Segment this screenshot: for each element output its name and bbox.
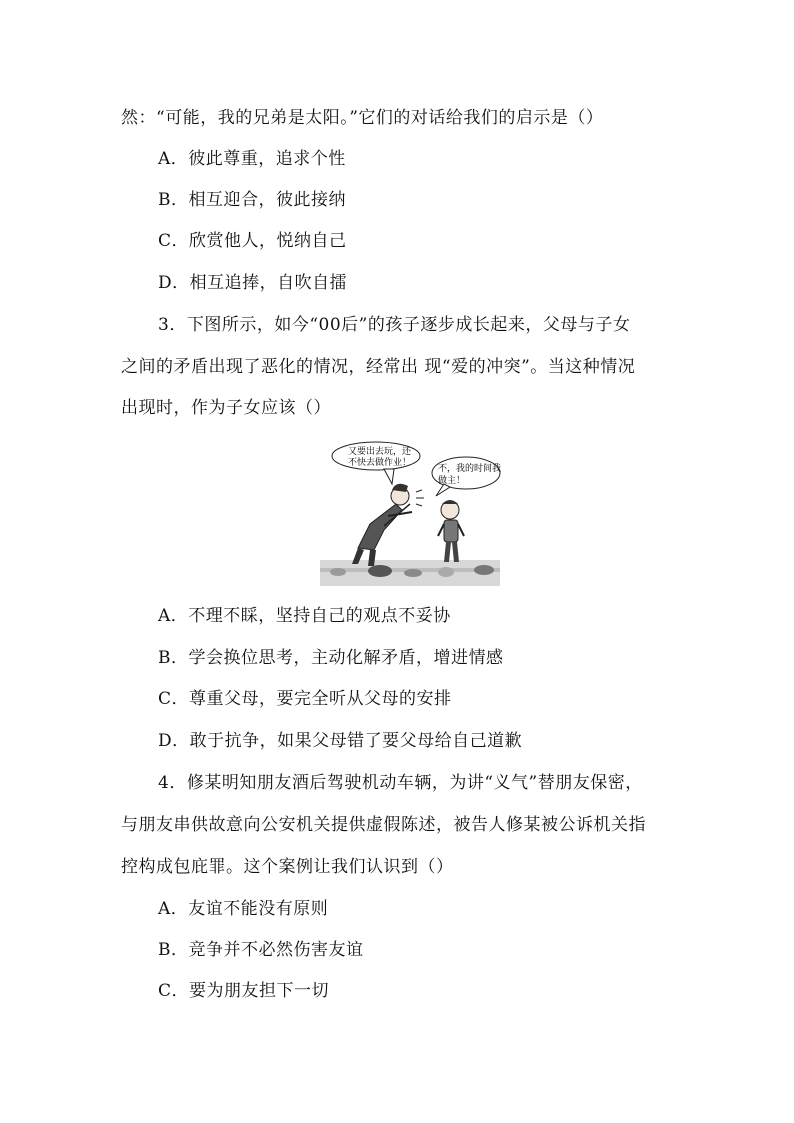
mother-figure bbox=[352, 484, 412, 566]
q4-option-b: B．竞争并不必然伤害友谊 bbox=[158, 940, 364, 960]
question-4-stem-line-1: 4．修某明知朋友酒后驾驶机动车辆，为讲“义气”替朋友保密， bbox=[158, 773, 643, 793]
q3-option-c: C．尊重父母，要完全听从父母的安排 bbox=[158, 689, 452, 709]
question-2-stem-end: 然：“可能，我的兄弟是太阳。”它们的对话给我们的启示是（） bbox=[121, 108, 604, 128]
q2-option-b: B．相互迎合，彼此接纳 bbox=[158, 190, 346, 210]
child-figure bbox=[438, 500, 464, 562]
q2-option-a: A．彼此尊重，追求个性 bbox=[158, 149, 346, 169]
bubble-right-line-2: 做主！ bbox=[438, 476, 466, 486]
bubble-right-line-1: 不，我的时间我 bbox=[438, 464, 502, 474]
q2-option-d: D．相互追捧，自吹自擂 bbox=[158, 273, 348, 293]
question-4-stem-line-2: 与朋友串供故意向公安机关提供虚假陈述，被告人修某被公诉机关指 bbox=[121, 815, 646, 835]
q4-option-c: C．要为朋友担下一切 bbox=[158, 981, 330, 1001]
q3-option-d: D．敢于抗争，如果父母错了要父母给自己道歉 bbox=[158, 731, 523, 751]
question-4-stem-line-3: 控构成包庇罪。这个案例让我们认识到（） bbox=[121, 857, 454, 877]
cartoon-illustration bbox=[318, 440, 502, 588]
bubble-left-line-1: 又要出去玩，还 bbox=[348, 447, 412, 457]
q3-option-b: B．学会换位思考，主动化解矛盾，增进情感 bbox=[158, 648, 504, 668]
q4-option-a: A．友谊不能没有原则 bbox=[158, 899, 329, 919]
question-3-stem-line-2: 之间的矛盾出现了恶化的情况，经常出 现“爱的冲突”。当这种情况 bbox=[121, 357, 636, 377]
bubble-left-line-2: 不快去做作业！ bbox=[348, 458, 412, 468]
q3-option-a: A．不理不睬，坚持自己的观点不妥协 bbox=[158, 606, 451, 626]
question-3-stem-line-1: 3．下图所示，如今“00后”的孩子逐步成长起来，父母与子女 bbox=[158, 315, 631, 335]
question-3-stem-line-3: 出现时，作为子女应该（） bbox=[121, 398, 331, 418]
q2-option-c: C．欣赏他人，悦纳自己 bbox=[158, 231, 347, 251]
